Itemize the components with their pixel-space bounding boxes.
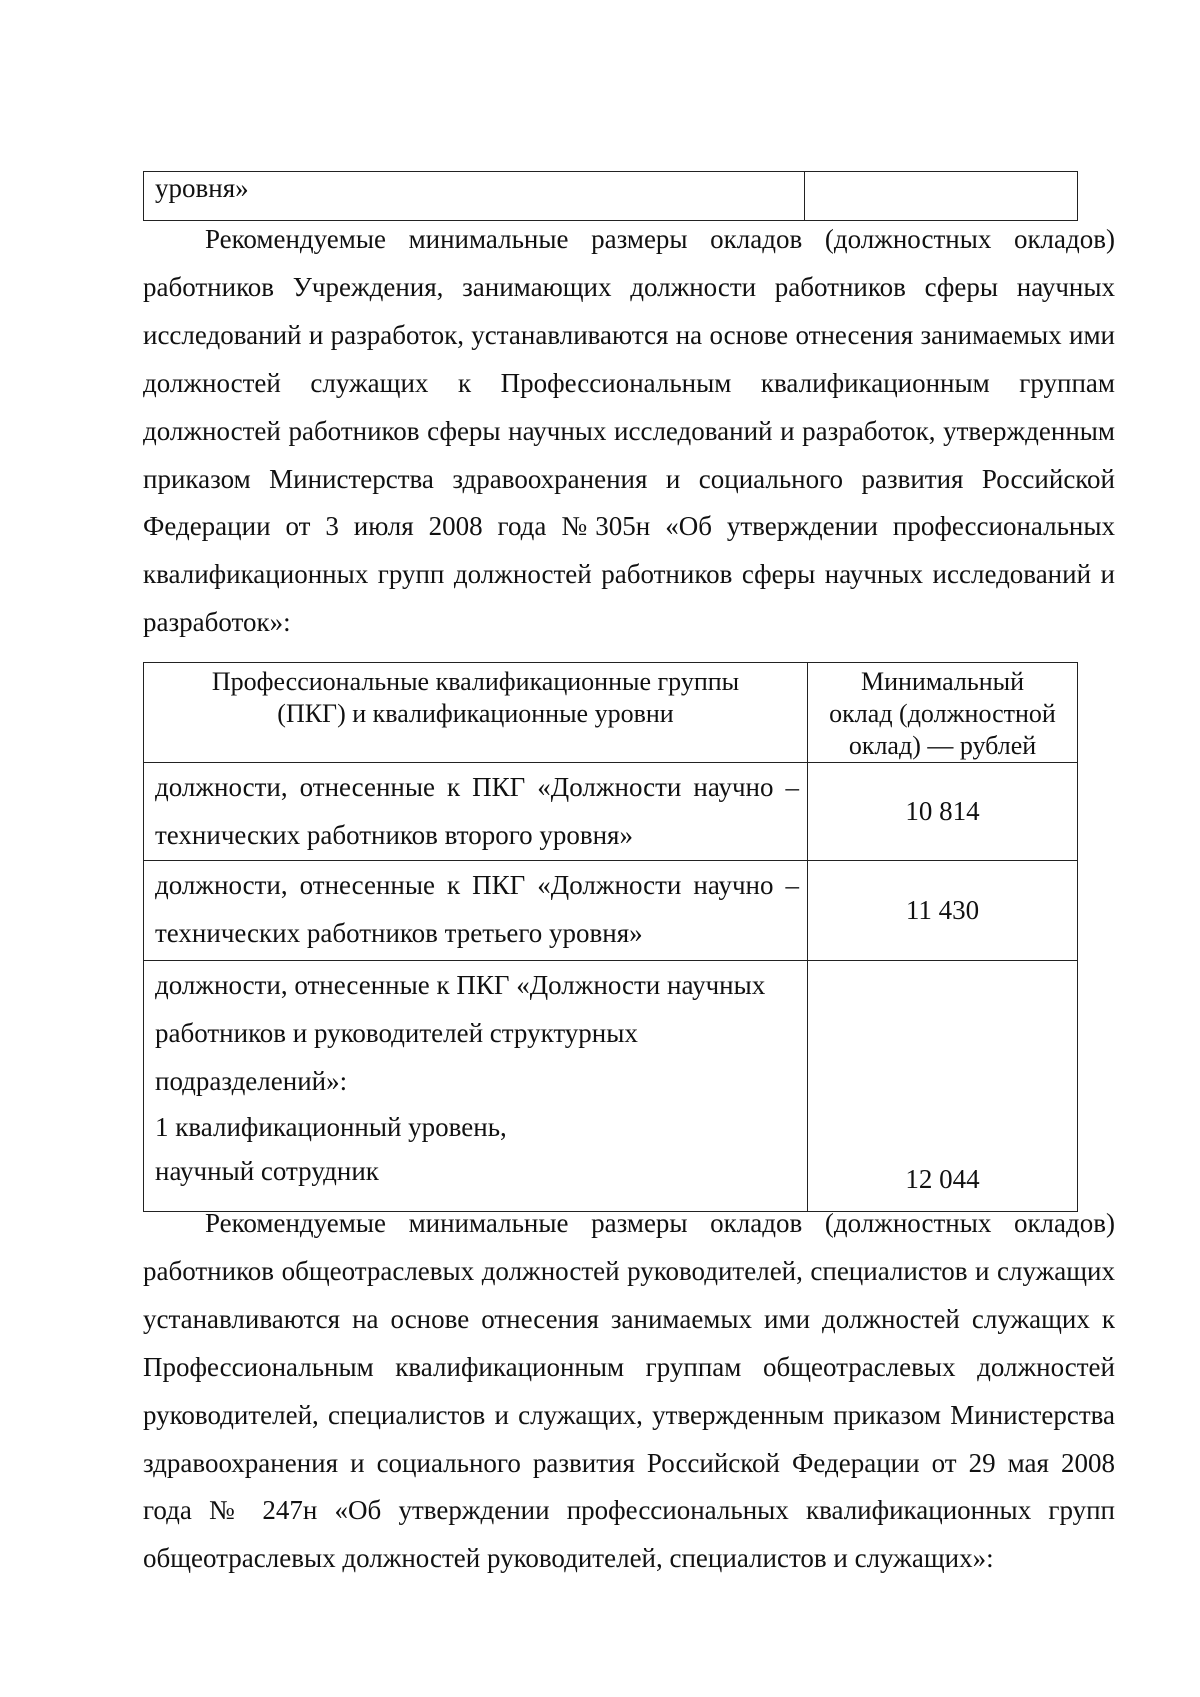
cell-line: работников и руководителей структурных (155, 1018, 638, 1048)
continuation-table (143, 171, 1078, 221)
table-cell-group (144, 172, 805, 221)
table-row (144, 861, 1078, 961)
header-line: оклад) — рублей (848, 731, 1037, 760)
table-cell-salary: 11 430 (808, 861, 1078, 961)
table-cell-group (144, 961, 808, 1212)
header-qualification-groups (144, 663, 808, 763)
cell-line: подразделений»: (155, 1066, 348, 1096)
table-header-row (144, 663, 1078, 763)
salary-table (143, 662, 1078, 1212)
table-cell-salary: 12 044 (808, 961, 1078, 1212)
table-row (144, 961, 1078, 1212)
table-cell-salary: 10 814 (808, 763, 1078, 861)
header-line: Минимальный (860, 667, 1025, 696)
table-cell-group: должности, отнесенные к ПКГ «Должности научно – технических работников третьего уровня» (144, 861, 808, 961)
header-line: Профессиональные квалификационные группы (211, 667, 740, 696)
paragraph-general-staff: Рекомендуемые минимальные размеры окладов (должностных окладов) работников общеотраслевых должностей руководителей, специалистов и служащих устанавливаются на основе отнесения занимаемых ими должностей служащих к Профессиональным квалификационным группам общеотраслевых должностей руководителей, специалистов и служащих, утвержденным приказом Министерства здравоохранения и социального развития Российской Федерации от 29 мая 2008 года № 247н «Об утверждении профессиональных квалификационных групп общеотраслевых должностей руководителей, специалистов и служащих»: (143, 1208, 1115, 1574)
cell-line: должности, отнесенные к ПКГ «Должности научных (155, 970, 766, 1000)
cell-line: 1 квалификационный уровень, (155, 1112, 507, 1142)
cell-text: уровня» (155, 173, 249, 203)
table-row (144, 763, 1078, 861)
table-cell-salary (805, 172, 1078, 221)
cell-line: научный сотрудник (155, 1156, 379, 1186)
paragraph-research-staff: Рекомендуемые минимальные размеры окладов (должностных окладов) работников Учреждения, занимающих должности работников сферы научных исследований и разработок, устанавливаются на основе отнесения занимаемых ими должностей служащих к Профессиональным квалификационным группам должностей работников сферы научных исследований и разработок, утвержденным приказом Министерства здравоохранения и социального развития Российской Федерации от 3 июля 2008 года №305н «Об утверждении профессиональных квалификационных групп должностей работников сферы научных исследований и разработок»: (143, 224, 1115, 638)
table-cell-group: должности, отнесенные к ПКГ «Должности научно – технических работников второго уровня» (144, 763, 808, 861)
header-line: оклад (должностной (829, 699, 1056, 728)
header-line: (ПКГ) и квалификационные уровни (277, 699, 674, 728)
table-row (144, 172, 1078, 221)
header-minimum-salary (808, 663, 1078, 763)
